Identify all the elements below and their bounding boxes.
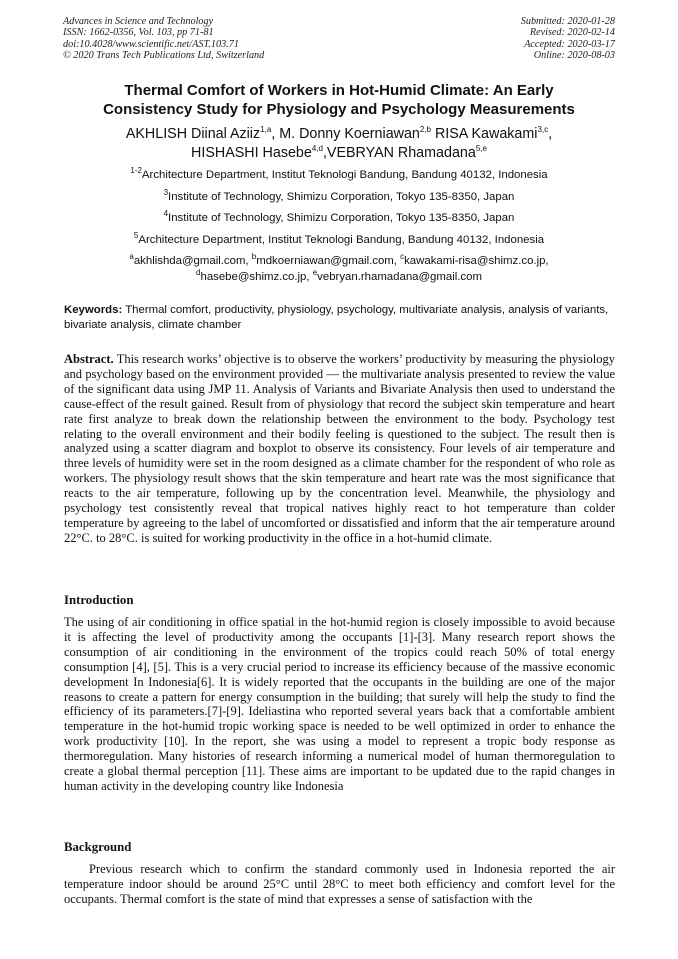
introduction-text: The using of air conditioning in office spatial in the hot-humid region is closely impossible to avoid because it is affecting the level of productivity among the occupants [1]-[3]. Many research report shows the consumption of air conditioning in the environment of the tropics could reach 50% of total energy consumption [4], [5]. This is a very crucial period to increase its efficiency because of the massive economic development In Indonesia[6]. It is widely reported that the occupants in the building are one of the major reasons to create a pattern for energy consumption in the building; that surely will help the study to find the efficiency of its parameters.[7]-[9]. Ideliastina who reported several years back that a comfortable ambient temperature in the hot-humid tropic working space is needed to be well optimized in order to enhance the work productivity [10]. In the report, she was using a model to represent a tropic body response as thermoregulation. Many histories of research informing a numerical model of human thermoregulation to create a global thermal perception [11]. These aims are important to be updated due to the rapid changes in human activity in the developing country like Indonesia — [64, 615, 615, 793]
email-line-2 — [40, 269, 638, 285]
email-address[interactable]: akhlishda@gmail.com, — [133, 255, 252, 267]
submitted-date: Submitted: 2020-01-28 — [520, 16, 615, 27]
affiliation-3 — [40, 211, 638, 225]
email-sup: a — [129, 252, 134, 262]
copyright-line: © 2020 Trans Tech Publications Ltd, Switzerland — [63, 49, 265, 61]
authors-line-2 — [40, 144, 638, 163]
journal-info — [63, 16, 264, 61]
background-heading: Background — [64, 840, 132, 854]
email-address[interactable]: hasebe@shimz.co.jp, — [200, 271, 313, 283]
email-line-1 — [40, 253, 638, 269]
journal-name: Advances in Science and Technology — [63, 16, 214, 27]
author-sup: 3,c — [537, 125, 549, 135]
email-address[interactable]: vebryan.rhamadana@gmail.com — [317, 271, 482, 283]
issn-line: ISSN: 1662-0356, Vol. 103, pp 71-81 — [63, 27, 214, 39]
abstract-block — [64, 352, 615, 546]
email-address[interactable]: kawakami-risa@shimz.co.jp, — [404, 255, 549, 267]
abstract-text: This research works’ objective is to observe the workers’ productivity by measuring the physiology and psychology based on the environment provided — the multivariate analysis presented to review the value of the significant data using JMP 11. Analysis of Variants and Bivariate Analysis then used to understand the cause-effect of the result gained. Result from of physiology that record the subject skin temperature and heart rate first analyze to break down the relationship between the environment to the body. Psychology test relating to the overall environment and their bodily feeling is questioned to the subject. The result then is analyzed using a scatter diagram and boxplot to observe its consistency. Four levels of air temperature and three levels of humidity were set in the room designed as a climate chamber for the respondent of who role as workers. The physiology result shows that the skin temperature and heart rate was the most significance that reacts to the air temperature, following up by the concentration level. Meanwhile, the physiology and psychology test consistently reveal that tropical natives highly react to hot temperature than colder temperature by agreeing to the label of uncomforted or dissatisfied and inform that the air temperature around 22°C. to 28°C. is suited for working productivity in the office in a hot-humid climate. — [64, 352, 615, 545]
affiliation-text: Architecture Department, Institut Teknologi Bandung, Bandung 40132, Indonesia — [141, 169, 548, 181]
affiliation-sup: 4 — [163, 209, 169, 219]
keywords-block — [64, 303, 615, 333]
affiliation-text: Architecture Department, Institut Teknologi Bandung, Bandung 40132, Indonesia — [138, 234, 545, 246]
author-name: , M. Donny Koerniawan — [271, 126, 420, 142]
author-sup: 1,a — [260, 125, 272, 135]
author-name: ,VEBRYAN Rhamadana — [322, 145, 476, 161]
title-line-2: Consistency Study for Physiology and Psychology Measurements — [103, 101, 575, 118]
email-sup: e — [312, 268, 318, 278]
introduction-heading: Introduction — [64, 593, 134, 607]
email-sup: b — [251, 252, 257, 262]
affiliation-4 — [40, 233, 638, 247]
publication-dates — [521, 16, 615, 61]
affiliation-1 — [40, 168, 638, 182]
revised-date: Revised: 2020-02-14 — [529, 27, 615, 39]
author-sup: 2,b — [419, 125, 431, 135]
author-name: HISHASHI Hasebe — [191, 145, 312, 161]
affiliation-text: Institute of Technology, Shimizu Corporation, Tokyo 135-8350, Japan — [168, 191, 515, 203]
paper-title — [40, 81, 638, 119]
email-sup: c — [400, 252, 405, 262]
accepted-date: Accepted: 2020-03-17 — [524, 38, 615, 50]
affiliation-text: Institute of Technology, Shimizu Corporation, Tokyo 135-8350, Japan — [168, 212, 515, 224]
email-list — [40, 253, 638, 285]
abstract-label: Abstract. — [64, 352, 114, 366]
title-line-1: Thermal Comfort of Workers in Hot-Humid Climate: An Early — [124, 82, 554, 99]
author-separator: , — [548, 126, 553, 142]
authors-line-1 — [40, 125, 638, 144]
background-text: Previous research which to confirm the standard commonly used in Indonesia reported the air temperature indoor should be around 25°C until 28°C to meet both efficiency and comfort level for the occupants. Thermal comfort is the state of mind that expresses a sense of satisfaction with the — [64, 862, 615, 906]
affiliation-sup: 1-2 — [130, 166, 142, 176]
email-address[interactable]: mdkoerniawan@gmail.com, — [256, 255, 401, 267]
keywords-text: Thermal comfort, productivity, physiology, psychology, multivariate analysis, analysis of variants, bivariate analysis, climate chamber — [64, 304, 609, 331]
author-sup: 5,e — [475, 144, 487, 154]
author-sup: 4,d — [311, 144, 323, 154]
author-name: AKHLISH Diinal Aziiz — [125, 126, 261, 142]
keywords-label: Keywords: — [64, 304, 123, 316]
author-list — [40, 125, 638, 163]
affiliation-sup: 3 — [163, 188, 169, 198]
doi-line[interactable]: doi:10.4028/www.scientific.net/AST.103.71 — [63, 38, 239, 50]
author-name: RISA Kawakami — [431, 126, 538, 142]
online-date: Online: 2020-08-03 — [533, 49, 615, 61]
affiliation-sup: 5 — [133, 231, 139, 241]
email-sup: d — [196, 268, 201, 278]
affiliation-2 — [40, 190, 638, 204]
